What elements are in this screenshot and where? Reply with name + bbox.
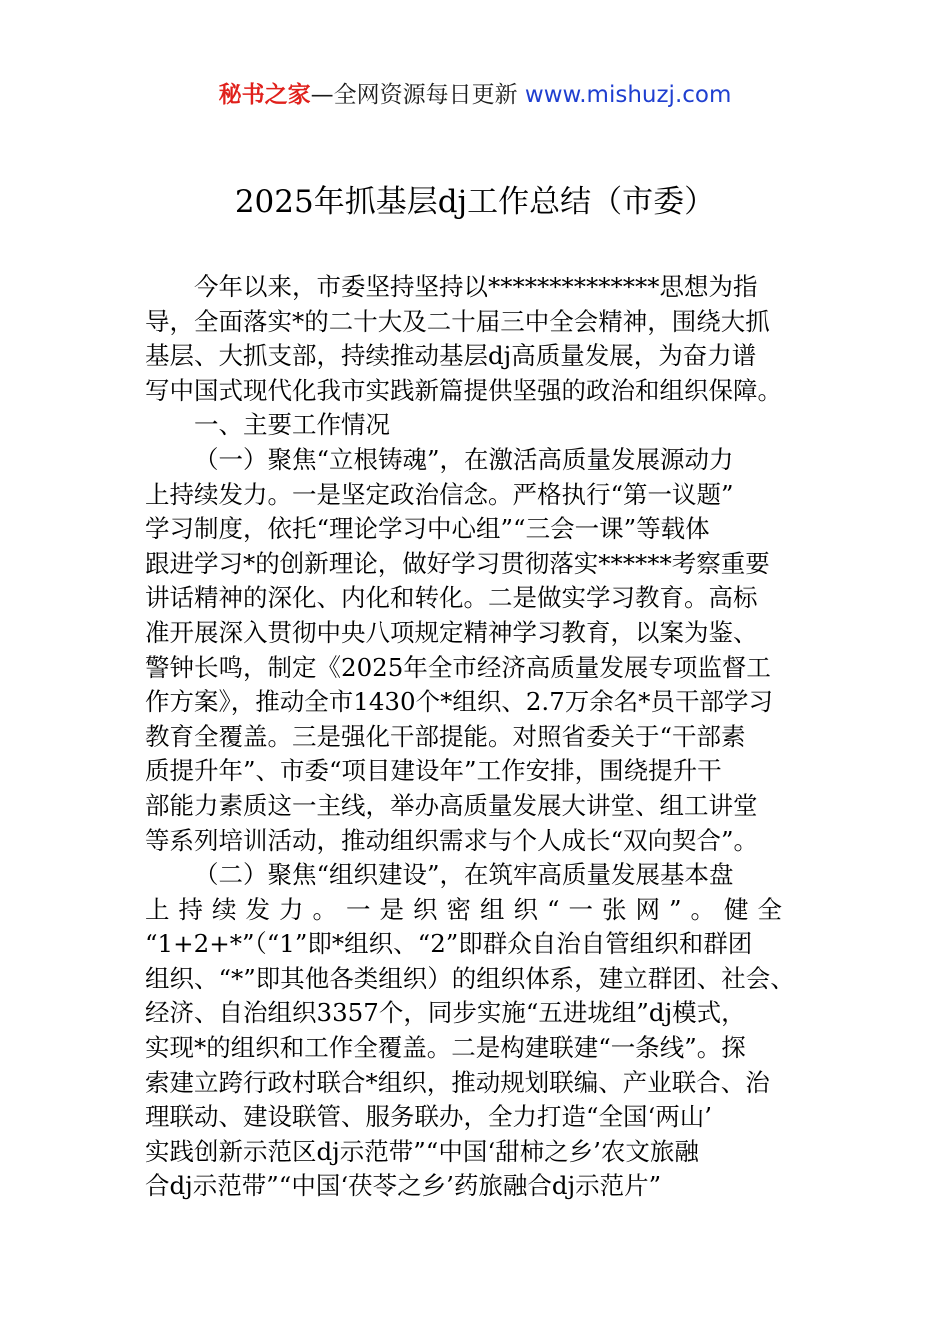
paragraph-line: 理联动、建设联管、服务联办，全力打造“全国‘两山’ xyxy=(145,1102,713,1132)
paragraph-line: 等系列培训活动，推动组织需求与个人成长“双向契合”。 xyxy=(145,825,759,855)
paragraph-line: 经济、自治组织3357个，同步实施“五进垅组”dj模式， xyxy=(145,998,746,1028)
paragraph-line: （一）聚焦“立根铸魂”，在激活高质量发展源动力 xyxy=(194,444,734,474)
document-body xyxy=(145,270,810,1204)
paragraph-line: 教育全覆盖。三是强化干部提能。对照省委关于“干部素 xyxy=(145,721,746,751)
paragraph-line: 学习制度，依托“理论学习中心组”“三会一课”等载体 xyxy=(145,514,710,544)
site-brand: 秘书之家 xyxy=(218,82,311,108)
paragraph-line: “1+2+*”（“1”即*组织、“2”即群众自治自管组织和群团 xyxy=(145,929,753,959)
paragraph-line: 今年以来，市委坚持坚持以**************思想为指 xyxy=(194,272,758,301)
paragraph-line: 讲话精神的深化、内化和转化。二是做实学习教育。高标 xyxy=(145,583,758,613)
paragraph-line: （二）聚焦“组织建设”，在筑牢高质量发展基本盘 xyxy=(194,860,734,890)
paragraph-line: 实践创新示范区dj示范带”“中国‘甜柿之乡’农文旅融 xyxy=(145,1136,699,1166)
paragraph-line: 实现*的组织和工作全覆盖。二是构建联建“一条线”。探 xyxy=(145,1033,746,1063)
paragraph-line: 部能力素质这一主线，举办高质量发展大讲堂、组工讲堂 xyxy=(145,790,758,820)
paragraph-line: 合dj示范带”“中国‘茯苓之乡’药旅融合dj示范片” xyxy=(145,1171,662,1201)
section-heading: 一、主要工作情况 xyxy=(194,410,390,440)
document-title: 2025年抓基层dj工作总结（市委） xyxy=(234,184,716,220)
paragraph-line: 准开展深入贯彻中央八项规定精神学习教育，以案为鉴、 xyxy=(145,617,758,647)
paragraph-line: 作方案》，推动全市1430个*组织、2.7万余名*员干部学习 xyxy=(145,687,774,717)
site-header xyxy=(0,78,950,112)
paragraph-line: 组织、“*”即其他各类组织）的组织体系，建立群团、社会、 xyxy=(145,963,795,993)
paragraph-line: 跟进学习*的创新理论，做好学习贯彻落实******考察重要 xyxy=(145,548,770,578)
paragraph-line: 导，全面落实*的二十大及二十届三中全会精神，围绕大抓 xyxy=(145,306,770,336)
paragraph-line: 质提升年”、市委“项目建设年”工作安排，围绕提升干 xyxy=(145,756,722,786)
paragraph-line: 写中国式现代化我市实践新篇提供坚强的政治和组织保障。 xyxy=(145,375,782,405)
paragraph-line: 基层、大抓支部，持续推动基层dj高质量发展，为奋力谱 xyxy=(145,341,757,371)
paragraph-line: 警钟长鸣，制定《2025年全市经济高质量发展专项监督工 xyxy=(145,652,771,682)
site-tagline: —全网资源每日更新 xyxy=(310,82,518,108)
paragraph-line: 索建立跨行政村联合*组织，推动规划联编、产业联合、治 xyxy=(145,1067,770,1097)
site-url-link[interactable]: www.mishuzj.com xyxy=(524,82,732,108)
paragraph-line: 上持续发力。一是坚定政治信念。严格执行“第一议题” xyxy=(145,479,734,509)
paragraph-line: 上持续发力。一是织密组织“一张网”。健全 xyxy=(145,894,792,924)
